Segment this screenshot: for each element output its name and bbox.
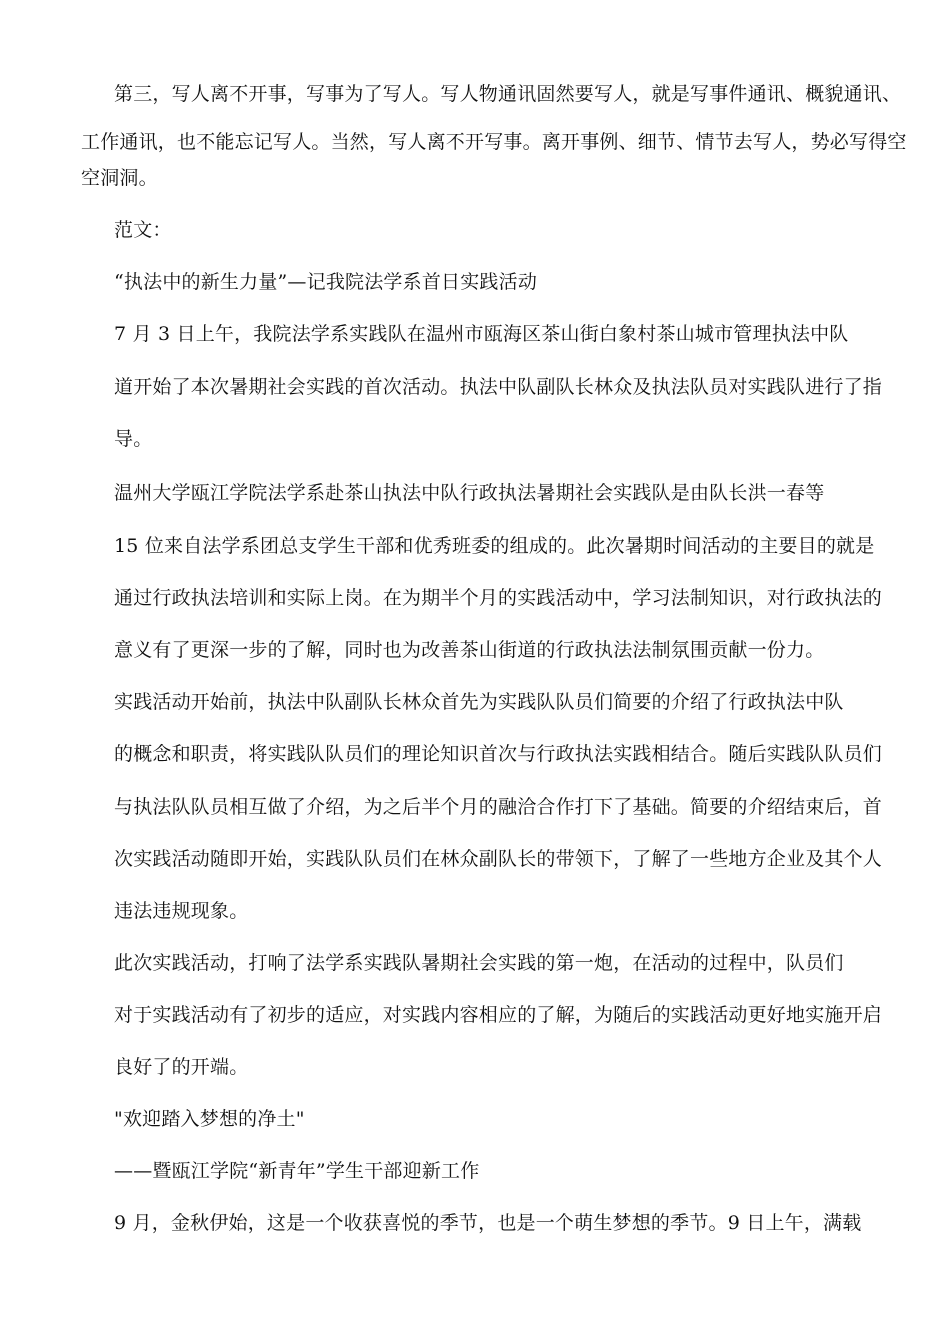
text-line: 通过行政执法培训和实际上岗。在为期半个月的实践活动中，学习法制知识，对行政执法的 (114, 587, 883, 609)
text-line: 违法违规现象。 (114, 900, 249, 922)
text-line: 7 月 3 日上午，我院法学系实践队在温州市瓯海区茶山街白象村茶山城市管理执法中队 (114, 323, 849, 345)
section-heading: “执法中的新生力量”—记我院法学系首日实践活动 (114, 271, 538, 293)
text-line: 导。 (114, 428, 153, 450)
section-subheading: ——暨瓯江学院“新青年”学生干部迎新工作 (114, 1160, 480, 1182)
text-line: 第三，写人离不开事，写事为了写人。写人物通讯固然要写人，就是写事件通讯、概貌通讯、 (114, 83, 902, 105)
text-line: 9 月，金秋伊始，这是一个收获喜悦的季节，也是一个萌生梦想的季节。9 日上午，满载 (114, 1212, 862, 1234)
section-heading: "欢迎踏入梦想的净土" (114, 1108, 305, 1130)
text-line: 温州大学瓯江学院法学系赴茶山执法中队行政执法暑期社会实践队是由队长洪一春等 (114, 482, 825, 504)
text-line: 道开始了本次暑期社会实践的首次活动。执法中队副队长林众及执法队员对实践队进行了指 (114, 376, 883, 398)
text-line: 意义有了更深一步的了解，同时也为改善茶山街道的行政执法法制氛围贡献一份力。 (114, 639, 825, 661)
text-line: 良好了的开端。 (114, 1056, 249, 1078)
text-line: 与执法队队员相互做了介绍，为之后半个月的融洽合作打下了基础。简要的介绍结束后，首 (114, 796, 883, 818)
text-line: 实践活动开始前，执法中队副队长林众首先为实践队队员们简要的介绍了行政执法中队 (114, 691, 844, 713)
text-line: 15 位来自法学系团总支学生干部和优秀班委的组成的。此次暑期时间活动的主要目的就是 (114, 535, 875, 557)
text-line: 此次实践活动，打响了法学系实践队暑期社会实践的第一炮，在活动的过程中，队员们 (114, 952, 844, 974)
text-line: 对于实践活动有了初步的适应，对实践内容相应的了解，为随后的实践活动更好地实施开启 (114, 1004, 883, 1026)
text-line: 次实践活动随即开始，实践队队员们在林众副队长的带领下，了解了一些地方企业及其个人 (114, 848, 883, 870)
text-line: 工作通讯，也不能忘记写人。当然，写人离不开写事。离开事例、细节、情节去写人，势必写得空 (81, 131, 907, 153)
text-line: 空洞洞。 (81, 167, 158, 189)
text-line: 的概念和职责，将实践队队员们的理论知识首次与行政执法实践相结合。随后实践队队员们 (114, 743, 883, 765)
text-line: 范文： (114, 219, 172, 241)
